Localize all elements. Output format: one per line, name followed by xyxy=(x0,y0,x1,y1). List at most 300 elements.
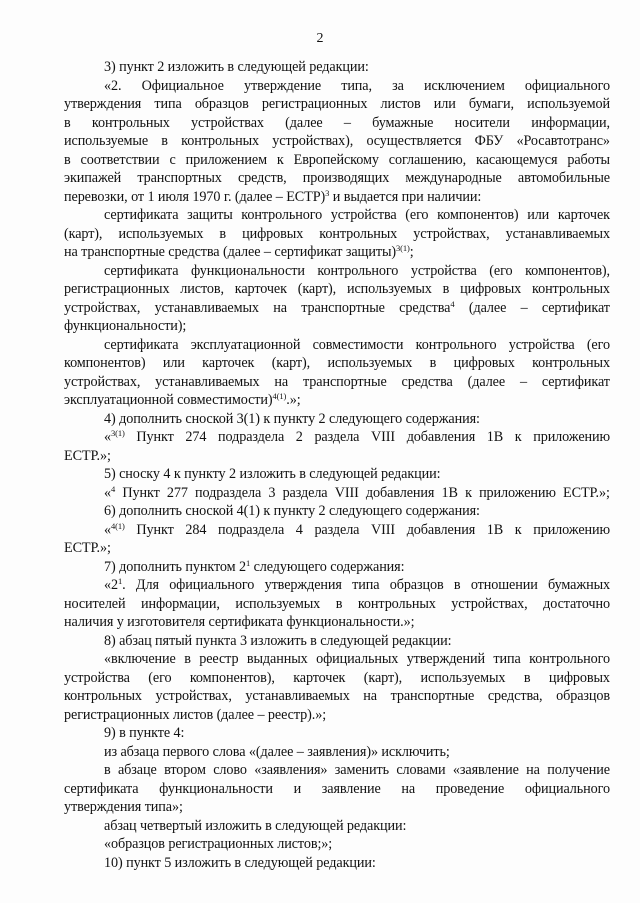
text-line xyxy=(64,613,610,632)
word: сертификат xyxy=(274,244,343,260)
word: в xyxy=(64,114,71,131)
word: проведение xyxy=(435,780,505,797)
word: (его xyxy=(489,262,513,279)
text-line xyxy=(64,724,610,743)
word: на xyxy=(401,780,416,797)
word: достаточно xyxy=(543,595,610,612)
word: листов xyxy=(380,96,421,112)
word: в xyxy=(453,577,461,593)
word: типа xyxy=(352,577,380,593)
word: Пункт xyxy=(122,484,160,501)
word: устанавливаемых xyxy=(505,225,610,242)
text-line xyxy=(64,502,610,521)
word: бумаги, xyxy=(468,96,514,112)
word: «$^{4(1)}$ xyxy=(104,520,125,538)
word: отношении xyxy=(470,577,538,593)
word: – xyxy=(296,743,304,760)
word: устройствах, xyxy=(155,688,232,704)
footnote-marker: 4(1) xyxy=(111,520,125,531)
word: устройствах, xyxy=(413,225,490,242)
text-line xyxy=(64,243,610,262)
word: пункт xyxy=(126,854,161,871)
word: 3(1) xyxy=(236,410,260,427)
word: контрольного xyxy=(529,651,610,667)
word: используемые xyxy=(64,133,149,149)
word: заявление xyxy=(321,780,381,797)
word: пятый xyxy=(155,632,192,649)
text-line xyxy=(64,835,610,854)
word: 1В xyxy=(441,484,458,501)
word: «заявление xyxy=(452,762,519,778)
word: приложению xyxy=(533,521,610,538)
word: редакции: xyxy=(346,817,407,834)
word: устройствах, xyxy=(451,595,528,612)
word: на xyxy=(273,299,287,316)
text-line xyxy=(64,169,610,188)
word: редакции: xyxy=(381,466,441,482)
word: изготовителя xyxy=(127,614,206,630)
word: контрольных xyxy=(181,133,260,149)
word: используемых xyxy=(420,669,506,686)
word: 3 xyxy=(268,484,276,501)
word: исключить; xyxy=(381,743,450,760)
word: 2 xyxy=(318,410,326,427)
word: сертификата xyxy=(104,207,179,223)
word: устройства xyxy=(508,336,575,353)
word: г. xyxy=(223,188,232,205)
word: реестр).»; xyxy=(267,706,327,723)
word: пункту xyxy=(273,503,316,519)
footnote-marker: 3(1) xyxy=(111,428,125,438)
word: транспортных xyxy=(137,170,222,186)
word: бумажных xyxy=(548,577,610,593)
text-line xyxy=(64,225,610,244)
word: 2 xyxy=(157,59,165,75)
footnote-marker: 4 xyxy=(450,298,455,309)
word: носители xyxy=(454,114,510,131)
word: образцов xyxy=(389,577,444,593)
word: на xyxy=(363,688,377,704)
word: используемой xyxy=(527,96,610,112)
word: от xyxy=(131,188,144,205)
word: устройства xyxy=(330,207,397,223)
word: VIII xyxy=(334,484,359,501)
word: редакции: xyxy=(316,854,376,871)
text-line xyxy=(64,114,610,133)
word: (его xyxy=(586,336,610,353)
word: средства xyxy=(168,244,220,260)
document-body xyxy=(64,58,610,872)
word: эксплуатационной xyxy=(64,392,174,408)
word: следующего xyxy=(329,410,403,427)
word: используемых xyxy=(346,281,432,297)
word: транспортные xyxy=(390,688,475,704)
word: пункте xyxy=(129,725,171,741)
word: соответствии xyxy=(80,151,160,168)
word: – xyxy=(257,706,265,723)
word: в xyxy=(104,762,111,778)
text-line xyxy=(64,354,610,373)
word: «заявления» xyxy=(254,762,328,778)
word: к xyxy=(173,466,181,482)
word: Официальное xyxy=(141,77,224,94)
footnote-marker: 4 xyxy=(111,483,116,494)
word: следующего xyxy=(329,503,403,519)
word: в xyxy=(335,595,343,612)
word: производящих xyxy=(302,170,390,186)
word: к xyxy=(465,484,472,501)
word: (карт), xyxy=(363,669,403,686)
word: изложить xyxy=(167,59,224,75)
word: пункту xyxy=(273,410,316,427)
word: к xyxy=(514,521,522,538)
word: носителей xyxy=(64,595,126,612)
word: (далее xyxy=(222,244,261,260)
word: устанавливаемых xyxy=(245,688,350,704)
word: 10) xyxy=(104,854,123,871)
word: содержания: xyxy=(405,410,480,427)
word: дополнить xyxy=(119,558,182,575)
word: следующей xyxy=(237,59,306,75)
word: контрольных xyxy=(357,595,436,612)
word: официального xyxy=(524,780,610,797)
word: цифровых xyxy=(453,355,515,371)
word: следующей xyxy=(244,854,313,871)
text-line xyxy=(64,539,610,558)
word: к xyxy=(263,410,271,427)
word: выдается xyxy=(343,188,399,205)
word: 4(1) xyxy=(236,503,260,519)
word: соглашению, xyxy=(388,151,467,168)
word: перевозки, xyxy=(64,188,128,205)
word: регистрационных xyxy=(261,96,368,112)
word: цифровых xyxy=(460,281,522,297)
text-line xyxy=(64,262,610,281)
text-line xyxy=(64,280,610,299)
word: изложить xyxy=(250,632,307,649)
word: в xyxy=(119,725,126,741)
text-line xyxy=(64,706,610,725)
word: Пункт xyxy=(136,429,174,445)
word: «$^4$ xyxy=(104,483,116,501)
word: (далее xyxy=(285,114,323,131)
word: 9) xyxy=(104,725,116,741)
word: ЕСТР.»; xyxy=(64,447,111,464)
word: образцов xyxy=(556,688,610,704)
word: «образцов xyxy=(104,836,165,852)
word: подраздела xyxy=(218,521,285,538)
text-line xyxy=(64,336,610,355)
word: контрольного xyxy=(241,207,323,223)
word: ФБУ xyxy=(474,133,504,149)
word: 277 xyxy=(166,484,188,501)
word: 4) xyxy=(104,410,116,427)
word: осуществляется xyxy=(366,133,462,149)
word: официального xyxy=(169,577,255,593)
word: транспортные xyxy=(301,299,385,316)
footnote-marker: 4(1) xyxy=(272,391,287,401)
word: сертификата xyxy=(208,614,283,630)
text-line xyxy=(64,558,610,577)
word: втором xyxy=(164,762,206,778)
word: 1 xyxy=(147,188,155,205)
word: приложению xyxy=(533,429,610,445)
word: добавления xyxy=(406,429,476,445)
text-line xyxy=(64,484,610,503)
word: в xyxy=(227,59,235,75)
footnote-marker: 3(1) xyxy=(396,243,410,253)
word: в xyxy=(265,817,272,834)
word: с xyxy=(169,151,176,168)
word: образцов xyxy=(194,96,249,112)
word: в xyxy=(234,854,242,871)
text-line xyxy=(64,576,610,595)
word: сертификата xyxy=(104,336,179,353)
word: пункт xyxy=(119,59,154,75)
word: следующего xyxy=(253,558,327,575)
word: за xyxy=(392,77,404,94)
word: добавления xyxy=(365,484,435,501)
word: изложить xyxy=(239,466,296,482)
word: устанавливаемых xyxy=(154,299,259,316)
word: следующей xyxy=(275,817,344,834)
word: Пункт xyxy=(136,521,174,538)
word: автомобильные xyxy=(517,170,610,186)
text-line xyxy=(64,58,610,77)
word: подраздела xyxy=(218,429,285,445)
word: абзац xyxy=(119,632,152,649)
word: цифровых xyxy=(242,225,304,242)
word: сноской xyxy=(185,410,234,427)
word: устройства xyxy=(64,669,130,686)
text-line xyxy=(64,428,610,447)
word: сноской xyxy=(185,503,234,519)
word: карточек xyxy=(202,355,255,371)
word: информации, xyxy=(531,114,610,131)
word: абзац xyxy=(104,817,137,834)
word: защиты xyxy=(187,207,233,223)
text-line xyxy=(64,77,610,96)
word: слова xyxy=(212,743,246,760)
word: пункта xyxy=(195,632,237,649)
word: совместимости)$^{4(1)}$.»; xyxy=(177,391,301,408)
word: средства, xyxy=(487,688,543,704)
word: устройствах xyxy=(191,114,264,131)
word: – xyxy=(519,373,527,390)
word: утверждения xyxy=(64,799,142,815)
word: и xyxy=(332,188,341,205)
word: или xyxy=(527,207,550,223)
word: раздела xyxy=(314,429,360,445)
word: контрольных xyxy=(532,355,610,371)
word: приложению xyxy=(479,484,556,501)
word: абзаце xyxy=(117,762,157,778)
word: к xyxy=(276,151,284,168)
text-line xyxy=(64,465,610,484)
word: у xyxy=(116,614,124,630)
word: «Росавтотранс» xyxy=(516,133,610,149)
word: устройствах), xyxy=(272,133,354,149)
word: контрольного xyxy=(317,262,399,279)
word: из xyxy=(104,743,117,760)
word: в xyxy=(161,133,168,149)
word: Европейскому xyxy=(293,151,379,168)
text-line xyxy=(64,817,610,836)
word: (карт), xyxy=(271,355,311,371)
word: листов, xyxy=(180,281,224,297)
word: исключением xyxy=(424,77,505,94)
word: к xyxy=(263,503,271,519)
word: функциональности xyxy=(159,780,273,797)
word: международные xyxy=(405,170,502,186)
word: наличия xyxy=(64,614,114,630)
word: «$^{3(1)}$ xyxy=(104,428,125,445)
text-line xyxy=(64,595,610,614)
word: редакции: xyxy=(309,59,369,75)
text-line xyxy=(64,521,610,540)
word: контрольных xyxy=(91,114,170,131)
word: наличии: xyxy=(427,188,482,205)
text-line xyxy=(64,188,610,207)
word: на xyxy=(274,373,289,390)
word: 1В xyxy=(486,429,504,445)
word: используемых xyxy=(235,595,321,612)
word: выданных xyxy=(246,651,308,667)
text-line xyxy=(64,650,610,669)
word: или xyxy=(433,96,456,112)
word: информации, xyxy=(141,595,220,612)
text-line xyxy=(64,743,610,762)
word: добавления xyxy=(406,521,476,538)
word: (карт), xyxy=(64,225,103,242)
word: редакции: xyxy=(392,632,452,649)
word: (далее xyxy=(234,188,273,205)
text-line xyxy=(64,373,610,392)
word: устанавливаемых xyxy=(155,373,260,390)
text-line xyxy=(64,391,610,410)
word: реестр xyxy=(199,651,239,667)
word: дополнить xyxy=(119,503,182,519)
word: компонентов) xyxy=(437,207,519,223)
word: следующей xyxy=(309,466,378,482)
word: карточек xyxy=(293,669,346,686)
word: используемых xyxy=(118,225,204,242)
word: типа xyxy=(493,651,521,667)
word: карточек xyxy=(557,207,610,223)
word: работы xyxy=(567,151,610,168)
word: 2 xyxy=(318,503,326,519)
word: компонентов), xyxy=(189,669,275,686)
text-line xyxy=(64,632,610,651)
word: 8) xyxy=(104,632,116,649)
word: «(далее xyxy=(248,743,294,760)
word: «$2^1$. xyxy=(104,576,126,593)
word: (далее xyxy=(216,706,255,723)
word: компонентов), xyxy=(525,262,610,279)
word: сертификат xyxy=(541,373,610,390)
word: на xyxy=(64,244,78,260)
word: приложением xyxy=(185,151,267,168)
word: – xyxy=(520,299,528,316)
word: «включение xyxy=(104,651,176,667)
word: VIII xyxy=(371,521,396,538)
text-line xyxy=(64,299,610,318)
word: 5 xyxy=(164,854,172,871)
word: – xyxy=(275,188,283,205)
word: содержания: xyxy=(405,503,480,519)
word: контрольных xyxy=(319,225,398,242)
word: (его xyxy=(405,207,429,223)
word: защиты)$^{3(1)}$; xyxy=(345,243,414,260)
word: регистрационных xyxy=(168,836,274,852)
word: четвертый xyxy=(139,817,202,834)
word: получение xyxy=(547,762,610,778)
word: регистрационных xyxy=(64,281,170,297)
text-line xyxy=(64,854,610,873)
word: (карт), xyxy=(297,281,337,297)
word: типа»; xyxy=(144,799,183,815)
word: июля xyxy=(157,188,189,205)
page-number: 2 xyxy=(316,31,324,46)
word: типа, xyxy=(341,77,372,94)
text-line xyxy=(64,206,610,225)
footnote-marker: 1 xyxy=(118,576,123,586)
text-line xyxy=(64,132,610,151)
word: регистрационных xyxy=(64,706,170,723)
word: в xyxy=(299,466,306,482)
text-line xyxy=(64,410,610,429)
word: слово xyxy=(213,762,247,778)
word: в xyxy=(429,355,437,371)
word: абзаца xyxy=(120,743,160,760)
word: утверждения xyxy=(264,577,342,593)
word: 2 xyxy=(295,429,303,445)
word: (его xyxy=(148,669,172,686)
word: 6) xyxy=(104,503,116,519)
word: официальных xyxy=(316,651,399,667)
word: в xyxy=(310,632,317,649)
word: функциональности); xyxy=(64,318,187,334)
word: устройства xyxy=(410,262,477,279)
text-line xyxy=(64,447,610,466)
word: утверждение xyxy=(244,77,322,94)
word: эксплуатационной xyxy=(190,336,301,353)
word: 3) xyxy=(104,59,116,75)
text-line xyxy=(64,761,610,780)
word: листов xyxy=(172,706,214,723)
word: подраздела xyxy=(195,484,262,501)
word: 4: xyxy=(173,725,185,741)
word: в xyxy=(64,151,71,168)
word: изложить xyxy=(205,817,262,834)
word: используемых xyxy=(327,355,413,371)
word: контрольного xyxy=(415,336,497,353)
word: в xyxy=(523,669,531,686)
word: утверждений xyxy=(406,651,485,667)
word: транспортные xyxy=(302,373,387,390)
word: официального xyxy=(524,77,610,94)
word: сертификата xyxy=(104,262,179,279)
footnote-marker: 3 xyxy=(325,187,330,198)
word: средства xyxy=(401,373,453,390)
word: сертификат xyxy=(541,299,610,316)
word: 1970 xyxy=(192,188,221,205)
word: транспортные xyxy=(81,244,165,260)
word: ЕСТР)$^3$ xyxy=(286,187,330,205)
word: первого xyxy=(162,743,210,760)
word: Для xyxy=(135,577,159,593)
word: сертификата xyxy=(64,780,139,797)
